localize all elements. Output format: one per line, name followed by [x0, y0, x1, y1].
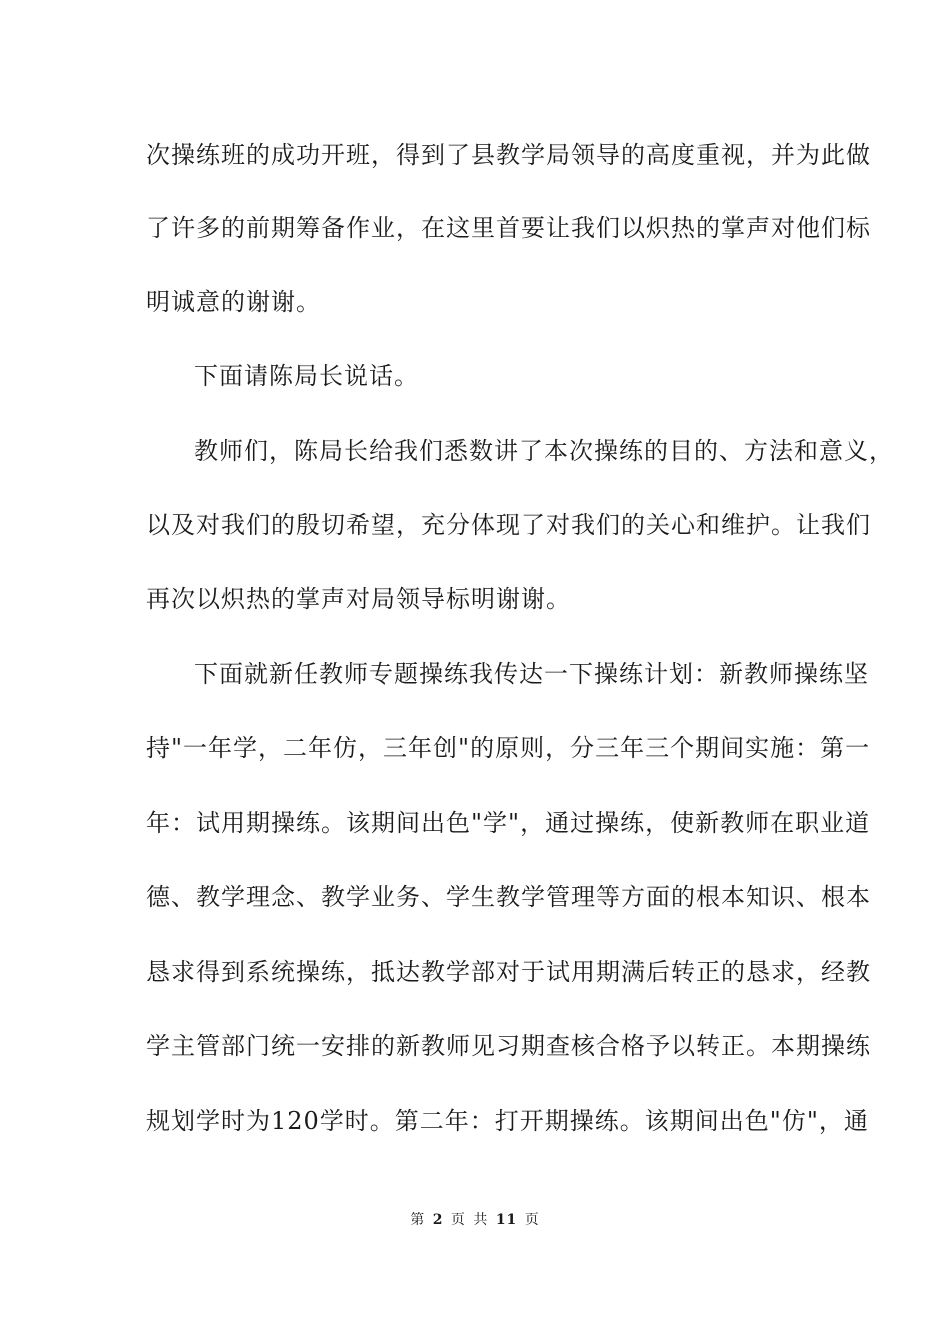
text-line-14: 规划学时为120学时。第二年：打开期操练。该期间出色"仿"，通 — [146, 1107, 869, 1135]
text-line-2: 了许多的前期筹备作业，在这里首要让我们以炽热的掌声对他们标 — [146, 214, 871, 242]
footer-suffix: 页 — [524, 1212, 540, 1228]
text-line-11: 德、教学理念、教学业务、学生教学管理等方面的根本知识、根本 — [146, 883, 871, 911]
text-line-7: 再次以炽热的掌声对局领导标明谢谢。 — [146, 585, 571, 613]
text-line-8: 下面就新任教师专题操练我传达一下操练计划：新教师操练坚 — [194, 660, 869, 688]
text-line-12: 恳求得到系统操练，抵达教学部对于试用期满后转正的恳求，经教 — [146, 958, 871, 986]
text-line-10: 年：试用期操练。该期间出色"学"，通过操练，使新教师在职业道 — [146, 809, 871, 837]
text-line-1: 次操练班的成功开班，得到了县教学局领导的高度重视，并为此做 — [146, 141, 871, 169]
text-line-13: 学主管部门统一安排的新教师见习期查核合格予以转正。本期操练 — [146, 1032, 871, 1060]
footer-page-number: 2 — [432, 1212, 444, 1228]
text-line-5: 教师们，陈局长给我们悉数讲了本次操练的目的、方法和意义， — [194, 437, 894, 465]
text-line-3: 明诚意的谢谢。 — [146, 288, 321, 316]
footer-middle: 页 共 — [450, 1212, 489, 1228]
text-line-6: 以及对我们的殷切希望，充分体现了对我们的关心和维护。让我们 — [146, 511, 871, 539]
page-footer — [0, 1211, 950, 1229]
text-line-4: 下面请陈局长说话。 — [194, 362, 419, 390]
footer-total-pages: 11 — [495, 1212, 518, 1228]
text-line-9: 持"一年学，二年仿，三年创"的原则，分三年三个期间实施：第一 — [146, 734, 871, 762]
footer-prefix: 第 — [410, 1212, 426, 1228]
